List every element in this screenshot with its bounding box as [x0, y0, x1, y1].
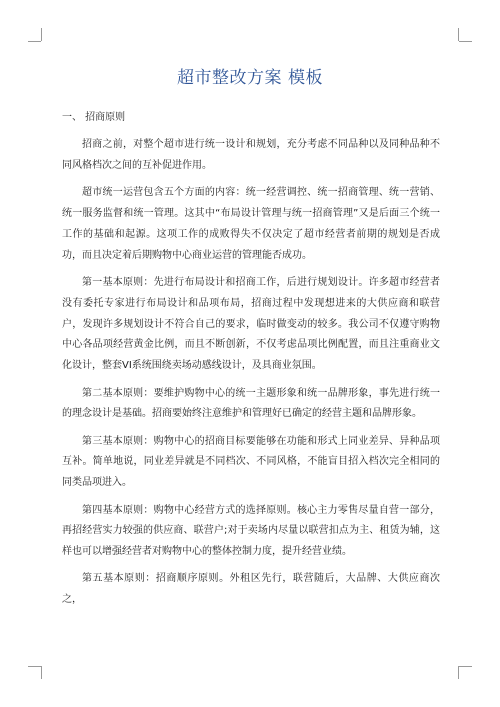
paragraph: 第二基本原则：要维护购物中心的统一主题形象和统一品牌形象，事先进行统一的理念设计是基础。招商要始终注意维护和管理好已确定的经营主题和品牌形象。 [62, 387, 440, 420]
crop-mark-bottom-right [459, 666, 472, 667]
paragraph: 超市统一运营包含五个方面的内容：统一经营调控、统一招商管理、统一营销、统一服务监督和统一管理。这其中“布局设计管理与统一招商管理”又是后面三个统一工作的基础和起源。这项工作的成败得失不仅决定了超市经营者前期的规划是否成功，而且决定着后期购物中心商业运营的管理能否成功。 [62, 187, 440, 261]
crop-mark-bottom-right [458, 666, 459, 679]
paragraph: 第四基本原则：购物中心经营方式的选择原则。核心主力零售尽量自营一部分，再招经营实力较强的供应商、联营户;对于卖场内尽量以联营扣点为主、租赁为辅，这样也可以增强经营者对购物中心的整体控制力度，提升经营业绩。 [62, 504, 440, 558]
document-title: 超市整改方案 模板 [177, 68, 323, 88]
crop-mark-top-left [41, 28, 42, 41]
document-body [62, 108, 440, 618]
section-heading: 一、 招商原则 [62, 112, 126, 123]
crop-mark-bottom-left [28, 666, 41, 667]
paragraph: 招商之前，对整个超市进行统一设计和规划，充分考虑不同品种以及同种品种不同风格档次之间的互补促进作用。 [62, 139, 440, 172]
crop-mark-top-right [459, 41, 472, 42]
paragraph: 第一基本原则：先进行布局设计和招商工作，后进行规划设计。许多超市经营者没有委托专家进行布局设计和品项布局，招商过程中发现想进来的大供应商和联营户，发现许多规划设计不符合自己的要求，临时做变动的较多。我公司不仅遵守购物中心各品项经营黄金比例，而且不断创新，不仅考虑品项比例配置，而且注重商业文化设计，整套VI系统围绕卖场动感线设计，及具商业氛围。 [62, 277, 440, 372]
paragraph: 第三基本原则：购物中心的招商目标要能够在功能和形式上同业差异、异种品项互补。简单地说，同业差异就是不同档次、不同风格，不能盲目招入档次完全相同的同类品项进入。 [62, 435, 440, 489]
crop-mark-top-right [458, 28, 459, 41]
paragraph: 第五基本原则：招商顺序原则。外租区先行，联营随后，大品牌、大供应商次之， [62, 573, 440, 606]
crop-mark-bottom-left [41, 666, 42, 679]
crop-mark-top-left [28, 41, 41, 42]
